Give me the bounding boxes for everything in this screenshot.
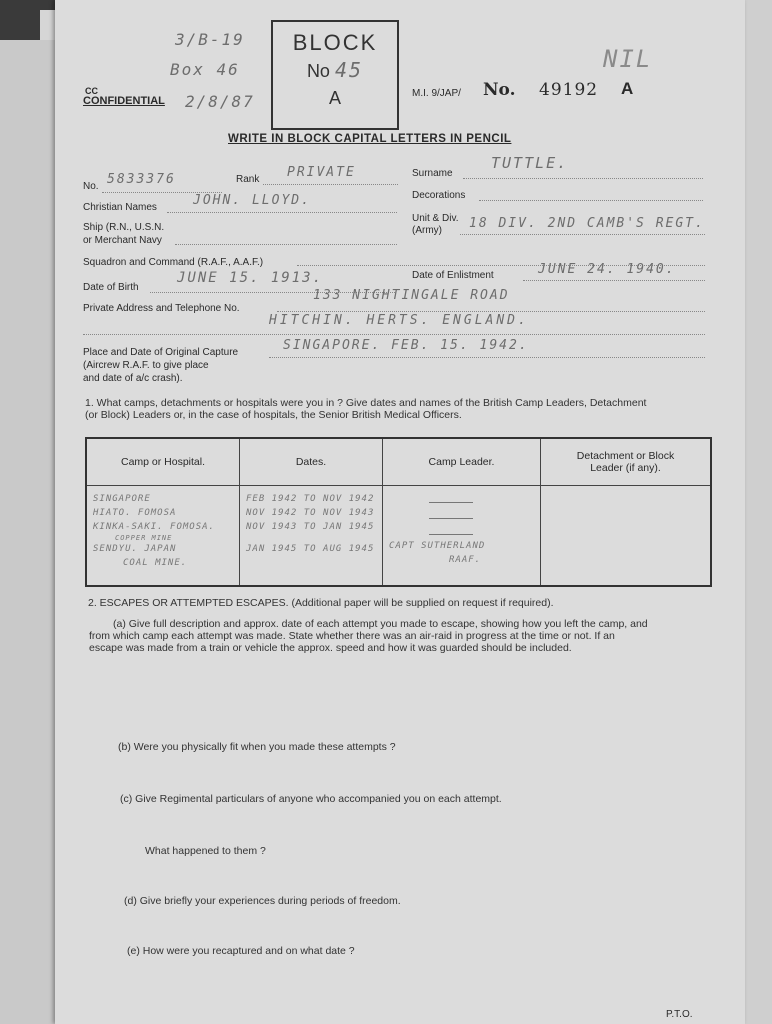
block-letter: A bbox=[328, 88, 341, 108]
enlistment-value: JUNE 24. 1940. bbox=[538, 262, 676, 277]
no-field-label: No. bbox=[83, 181, 99, 192]
block-stamp bbox=[271, 20, 399, 130]
q2d-text: (d) Give briefly your experiences during periods of freedom. bbox=[124, 895, 401, 907]
capture-label-1: Place and Date of Original Capture bbox=[83, 347, 239, 358]
q2a-line-2: from which camp each attempt was made. State whether there was an air-raid in progress at the time or not. If an bbox=[89, 630, 615, 642]
margin-note-2: Box 46 bbox=[170, 60, 240, 79]
table-cell-leader: CAPT SUTHERLAND bbox=[389, 541, 486, 551]
address-label: Private Address and Telephone No. bbox=[83, 303, 240, 314]
rank-value: PRIVATE bbox=[287, 165, 356, 180]
block-number: 45 bbox=[334, 58, 364, 82]
table-cell-dates: NOV 1943 TO JAN 1945 bbox=[246, 522, 375, 532]
q2e-text: (e) How were you recaptured and on what date ? bbox=[127, 945, 355, 957]
q1-text-2: (or Block) Leaders or, in the case of hospitals, the Senior British Medical Officers. bbox=[85, 409, 462, 421]
form-heading: WRITE IN BLOCK CAPITAL LETTERS IN PENCIL bbox=[228, 133, 512, 145]
col-camp-header: Camp or Hospital. bbox=[86, 438, 240, 486]
q2c-text: (c) Give Regimental particulars of anyone who accompanied you on each attempt. bbox=[120, 793, 502, 805]
table-row-sub: COAL MINE. bbox=[123, 558, 188, 568]
squadron-label: Squadron and Command (R.A.F., A.A.F.) bbox=[83, 257, 264, 268]
margin-note-1: 3/B-19 bbox=[175, 30, 245, 49]
confidential-label: CONFIDENTIAL bbox=[83, 95, 165, 107]
surname-value: TUTTLE. bbox=[491, 154, 569, 172]
unit-label-1: Unit & Div. bbox=[412, 213, 459, 224]
address-line-2: HITCHIN. HERTS. ENGLAND. bbox=[269, 313, 529, 328]
table-row-sub: COPPER MINE bbox=[115, 534, 173, 542]
address-line-1: 133 NIGHTINGALE ROAD bbox=[313, 288, 510, 303]
q2-title: 2. ESCAPES OR ATTEMPTED ESCAPES. (Additional paper will be supplied on request if required). bbox=[88, 597, 554, 609]
q2b-text: (b) Were you physically fit when you made these attempts ? bbox=[118, 741, 396, 753]
margin-note-3: 2/8/87 bbox=[185, 92, 255, 111]
dates-column bbox=[240, 486, 383, 587]
rank-label: Rank bbox=[236, 174, 260, 185]
pto-label: P.T.O. bbox=[666, 1009, 693, 1020]
table-cell-leader-sub: RAAF. bbox=[449, 555, 482, 565]
table-cell-dates: JAN 1945 TO AUG 1945 bbox=[246, 544, 375, 554]
leader-column bbox=[383, 486, 541, 587]
unit-label-2: (Army) bbox=[412, 225, 442, 236]
q2a-line-1: (a) Give full description and approx. date of each attempt you made to escape, showing how you left the camp, and bbox=[113, 618, 648, 630]
ship-label-2: or Merchant Navy bbox=[83, 235, 162, 246]
enlistment-label: Date of Enlistment bbox=[412, 270, 494, 281]
capture-label-3: and date of a/c crash). bbox=[83, 373, 183, 384]
leader-blank-dash bbox=[429, 518, 473, 519]
table-row: SINGAPORE bbox=[93, 494, 151, 504]
service-number-value: 5833376 bbox=[107, 172, 176, 187]
document-page bbox=[55, 0, 745, 1024]
table-cell-dates: NOV 1942 TO NOV 1943 bbox=[246, 508, 375, 518]
unit-value: 18 DIV. 2ND CAMB'S REGT. bbox=[469, 216, 705, 231]
leader-blank-dash bbox=[429, 534, 473, 535]
ship-label-1: Ship (R.N., U.S.N. bbox=[83, 222, 165, 233]
cc-mark: CC bbox=[85, 86, 98, 96]
capture-label-2: (Aircrew R.A.F. to give place bbox=[83, 360, 209, 371]
ref-suffix: A bbox=[621, 79, 634, 98]
detachment-column bbox=[541, 486, 712, 587]
dob-value: JUNE 15. 1913. bbox=[177, 270, 324, 286]
block-label: BLOCK bbox=[292, 30, 378, 55]
no-label: No. bbox=[483, 80, 516, 100]
block-no-label: No bbox=[306, 61, 330, 81]
christian-names-label: Christian Names bbox=[83, 202, 157, 213]
surname-label: Surname bbox=[412, 168, 453, 179]
ref-number: 49192 bbox=[539, 80, 599, 100]
col-dates-header: Dates. bbox=[240, 438, 383, 486]
dob-label: Date of Birth bbox=[83, 282, 139, 293]
underlying-folder bbox=[0, 40, 60, 1024]
capture-value: SINGAPORE. FEB. 15. 1942. bbox=[283, 338, 529, 353]
camp-column bbox=[86, 486, 240, 587]
leader-blank-dash bbox=[429, 502, 473, 503]
block-number-row bbox=[273, 58, 397, 82]
q2a-line-3: escape was made from a train or vehicle the approx. speed and how it was guarded should be included. bbox=[89, 642, 572, 654]
q1-text-1: 1. What camps, detachments or hospitals were you in ? Give dates and names of the British Camp Leaders, Detachment bbox=[85, 397, 647, 409]
q2c-followup: What happened to them ? bbox=[145, 845, 266, 857]
christian-names-value: JOHN. LLOYD. bbox=[193, 193, 311, 208]
col-detachment-header: Detachment or Block Leader (if any). bbox=[541, 438, 712, 486]
table-row: KINKA-SAKI. FOMOSA. bbox=[93, 522, 215, 532]
table-cell-dates: FEB 1942 TO NOV 1942 bbox=[246, 494, 375, 504]
col-leader-header: Camp Leader. bbox=[383, 438, 541, 486]
table-row: SENDYU. JAPAN bbox=[93, 544, 177, 554]
nil-note: NIL bbox=[603, 45, 653, 73]
decorations-label: Decorations bbox=[412, 190, 466, 201]
ref-label: M.I. 9/JAP/ bbox=[412, 88, 461, 99]
camps-table bbox=[85, 437, 712, 587]
table-row: HIATO. FOMOSA bbox=[93, 508, 177, 518]
